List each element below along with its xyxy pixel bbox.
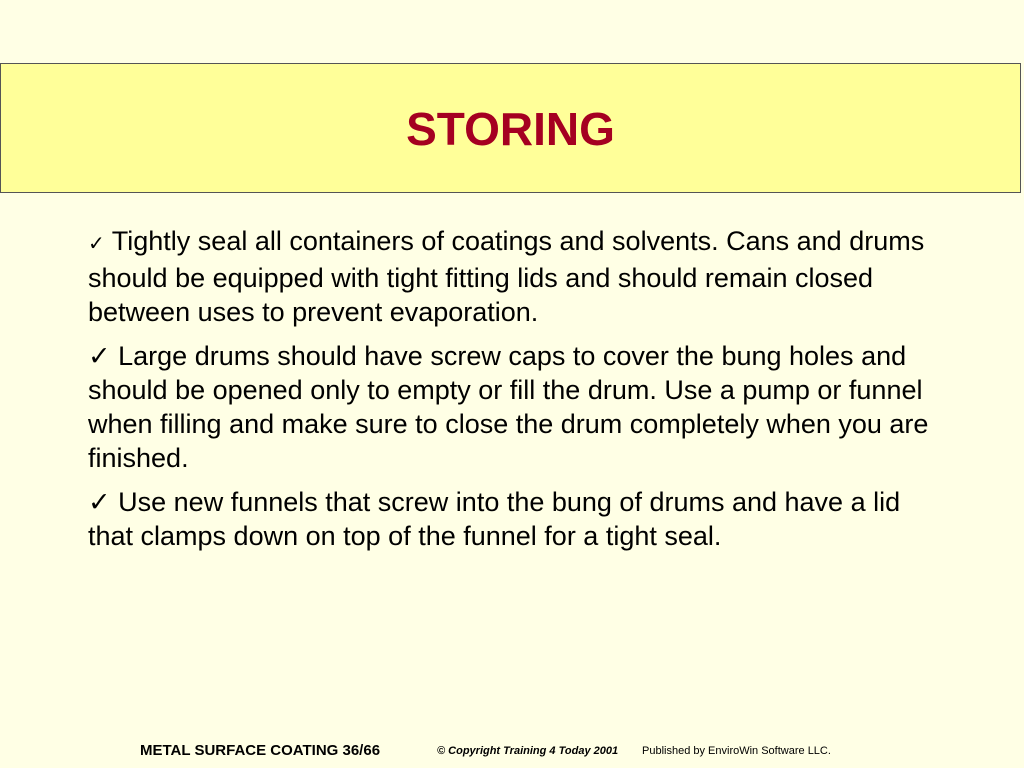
publisher-text: Published by EnviroWin Software LLC. [642,745,831,757]
bullet-text: Tightly seal all containers of coatings and solvents. Cans and drums should be equipped with tight fitting lids and should remain closed between uses to prevent evaporation. [88,226,925,327]
bullet-item [88,485,948,553]
bullet-text: Use new funnels that screw into the bung of drums and have a lid that clamps down on top of the funnel for a tight seal. [88,487,901,551]
slide-title: STORING [406,103,615,155]
bullet-item [88,224,948,329]
title-banner [0,63,1021,193]
check-icon: ✓ [88,487,111,517]
bullet-list [88,224,948,563]
bullet-text: Large drums should have screw caps to cover the bung holes and should be opened only to empty or fill the drum. Use a pump or funnel when filling and make sure to close the drum completely when you are finished. [88,341,929,473]
bullet-item [88,339,948,475]
copyright-text: © Copyright Training 4 Today 2001 [437,745,619,757]
footer [0,742,1024,762]
check-icon: ✓ [88,341,111,371]
check-icon: ✓ [88,233,105,255]
course-page-label: METAL SURFACE COATING 36/66 [140,742,381,759]
